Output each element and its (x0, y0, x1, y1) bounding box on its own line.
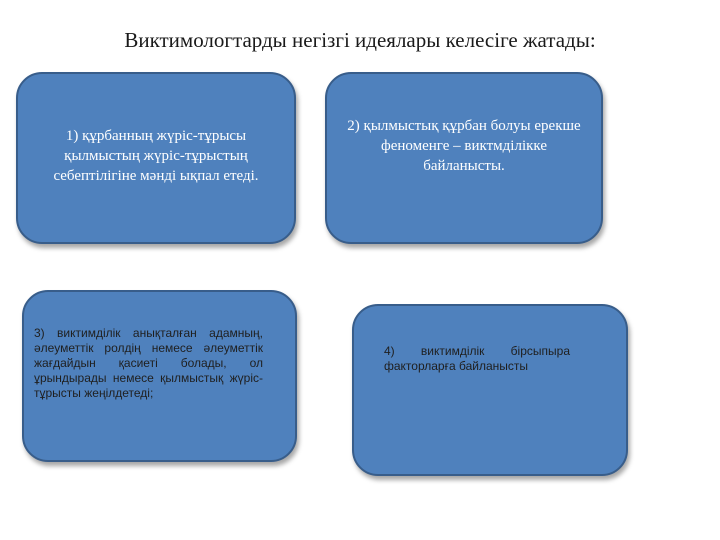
idea-box-4-text: 4) виктимділік бірсыпыра факторларға байланысты (384, 344, 570, 373)
idea-box-3 (22, 290, 297, 462)
idea-box-1 (16, 72, 296, 244)
slide-title: Виктимологтарды негізгі идеялары келесіге жатады: (124, 28, 596, 52)
idea-box-2 (325, 72, 603, 244)
idea-box-4 (352, 304, 628, 476)
idea-box-1-text: 1) құрбанның жүріс-тұрысы қылмыстың жүріс-тұрыстың себептілігіне мәнді ықпал етеді. (53, 128, 259, 184)
idea-box-3-text: 3) виктимділік анықталған адамның, әлеуметтік ролдің немесе әлеуметтік жағдайдын қасиеті болады, ол ұрындырады немесе қылмыстық жүріс-тұрысты жеңілдетеді; (34, 326, 263, 400)
idea-box-2-text: 2) қылмыстық құрбан болуы ерекше феноменге – виктмділікке байланысты. (347, 118, 581, 174)
